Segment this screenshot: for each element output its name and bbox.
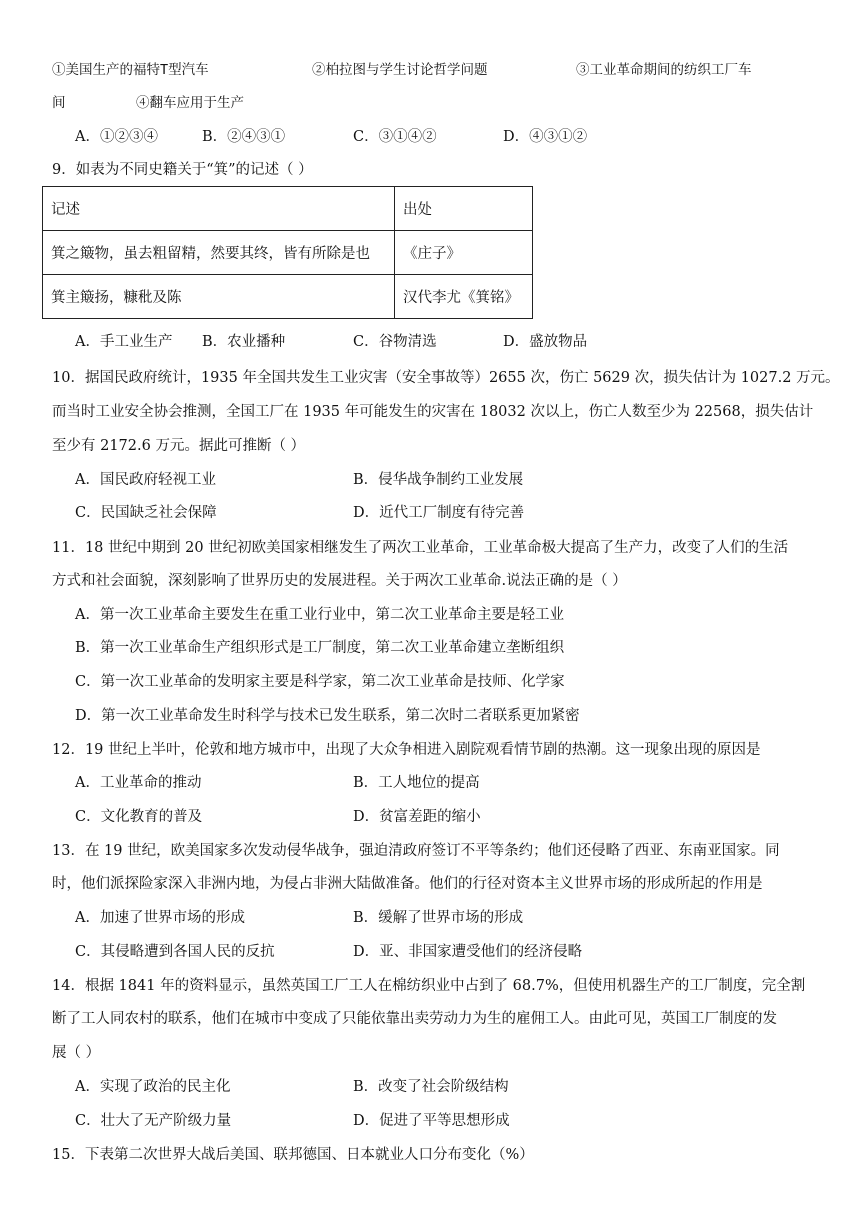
q9-source-table xyxy=(42,186,533,319)
q10-stem-line-3: 至少有 2172.6 万元。据此可推断（ ） xyxy=(52,438,306,454)
q14-stem-line-1: 14．根据 1841 年的资料显示，虽然英国工厂工人在棉纺织业中占到了 68.7%，但使用机器生产的工厂制度，完全割 xyxy=(52,978,806,994)
table-header-row xyxy=(43,187,533,231)
table-header-record: 记述 xyxy=(43,187,395,231)
q11-option-b[interactable]: B．第一次工业革命生产组织形式是工厂制度，第二次工业革命建立垄断组织 xyxy=(75,640,565,656)
q13-stem-line-1: 13．在 19 世纪，欧美国家多次发动侵华战争，强迫清政府签订不平等条约；他们还侵略了西亚、东南亚国家。同 xyxy=(52,843,780,859)
q11-option-a[interactable]: A．第一次工业革命主要发生在重工业行业中，第二次工业革命主要是轻工业 xyxy=(75,607,564,623)
table-cell-record: 箕之簸物，虽去粗留精，然要其终，皆有所除是也 xyxy=(43,231,395,275)
q9-option-c[interactable]: C．谷物清选 xyxy=(353,334,437,350)
q9-option-d[interactable]: D．盛放物品 xyxy=(503,334,588,350)
q14-stem-line-2: 断了工人同农村的联系，他们在城市中变成了只能依靠出卖劳动力为生的雇佣工人。由此可见，英国工厂制度的发 xyxy=(52,1011,777,1027)
q12-option-d[interactable]: D．贫富差距的缩小 xyxy=(353,809,481,825)
table-cell-source: 汉代李尤《箕铭》 xyxy=(395,275,533,319)
q14-option-d[interactable]: D．促进了平等思想形成 xyxy=(353,1113,510,1129)
q14-option-a[interactable]: A．实现了政治的民主化 xyxy=(75,1079,231,1095)
q12-option-a[interactable]: A．工业革命的推动 xyxy=(75,775,202,791)
q9-stem: 9．如表为不同史籍关于“箕”的记述（ ） xyxy=(52,162,313,178)
q9-option-a[interactable]: A．手工业生产 xyxy=(75,334,173,350)
q11-stem-line-2: 方式和社会面貌，深刻影响了世界历史的发展进程。关于两次工业革命.说法正确的是（ ） xyxy=(52,573,627,589)
q9-option-b[interactable]: B．农业播种 xyxy=(202,334,286,350)
q10-stem-line-2: 而当时工业安全协会推测，全国工厂在 1935 年可能发生的灾害在 18032 次以上，伤亡人数至少为 22568，损失估计 xyxy=(52,404,814,420)
q14-stem-line-3: 展（ ） xyxy=(52,1045,101,1061)
q10-option-b[interactable]: B．侵华战争制约工业发展 xyxy=(353,472,524,488)
table-cell-source: 《庄子》 xyxy=(395,231,533,275)
q10-option-c[interactable]: C．民国缺乏社会保障 xyxy=(75,505,217,521)
q13-option-c[interactable]: C．其侵略遭到各国人民的反抗 xyxy=(75,944,275,960)
q8-item-3-cont: 间 xyxy=(52,95,66,111)
q8-item-3: ③工业革命期间的纺织工厂车 xyxy=(576,62,752,78)
q13-option-d[interactable]: D．亚、非国家遭受他们的经济侵略 xyxy=(353,944,583,960)
q13-option-b[interactable]: B．缓解了世界市场的形成 xyxy=(353,910,524,926)
q14-option-c[interactable]: C．壮大了无产阶级力量 xyxy=(75,1113,232,1129)
q8-item-4: ④翻车应用于生产 xyxy=(136,95,244,111)
table-row xyxy=(43,275,533,319)
q8-item-2: ②柏拉图与学生讨论哲学问题 xyxy=(312,62,488,78)
q8-item-1: ①美国生产的福特T型汽车 xyxy=(52,62,209,78)
q8-option-b[interactable]: B．②④③① xyxy=(202,129,286,145)
q12-option-c[interactable]: C．文化教育的普及 xyxy=(75,809,203,825)
table-cell-record: 箕主簸扬，糠秕及陈 xyxy=(43,275,395,319)
q10-option-a[interactable]: A．国民政府轻视工业 xyxy=(75,472,216,488)
q8-option-a[interactable]: A．①②③④ xyxy=(75,129,158,145)
q10-option-d[interactable]: D．近代工厂制度有待完善 xyxy=(353,505,525,521)
table-row xyxy=(43,231,533,275)
q11-option-d[interactable]: D．第一次工业革命发生时科学与技术已发生联系，第二次时二者联系更加紧密 xyxy=(75,708,580,724)
q13-option-a[interactable]: A．加速了世界市场的形成 xyxy=(75,910,245,926)
q14-option-b[interactable]: B．改变了社会阶级结构 xyxy=(353,1079,509,1095)
q8-option-d[interactable]: D．④③①② xyxy=(503,129,588,145)
q11-option-c[interactable]: C．第一次工业革命的发明家主要是科学家，第二次工业革命是技师、化学家 xyxy=(75,674,565,690)
q15-stem: 15．下表第二次世界大战后美国、联邦德国、日本就业人口分布变化（%） xyxy=(52,1147,534,1163)
q11-stem-line-1: 11．18 世纪中期到 20 世纪初欧美国家相继发生了两次工业革命，工业革命极大提高了生产力，改变了人们的生活 xyxy=(52,540,789,556)
table-header-source: 出处 xyxy=(395,187,533,231)
q12-option-b[interactable]: B．工人地位的提高 xyxy=(353,775,480,791)
q12-stem: 12．19 世纪上半叶，伦敦和地方城市中，出现了大众争相进入剧院观看情节剧的热潮。这一现象出现的原因是 xyxy=(52,742,761,758)
q8-option-c[interactable]: C．③①④② xyxy=(353,129,437,145)
q13-stem-line-2: 时，他们派探险家深入非洲内地，为侵占非洲大陆做准备。他们的行径对资本主义世界市场的形成所起的作用是 xyxy=(52,876,763,892)
q10-stem-line-1: 10．据国民政府统计，1935 年全国共发生工业灾害（安全事故等）2655 次，伤亡 5629 次，损失估计为 1027.2 万元。 xyxy=(52,370,840,386)
